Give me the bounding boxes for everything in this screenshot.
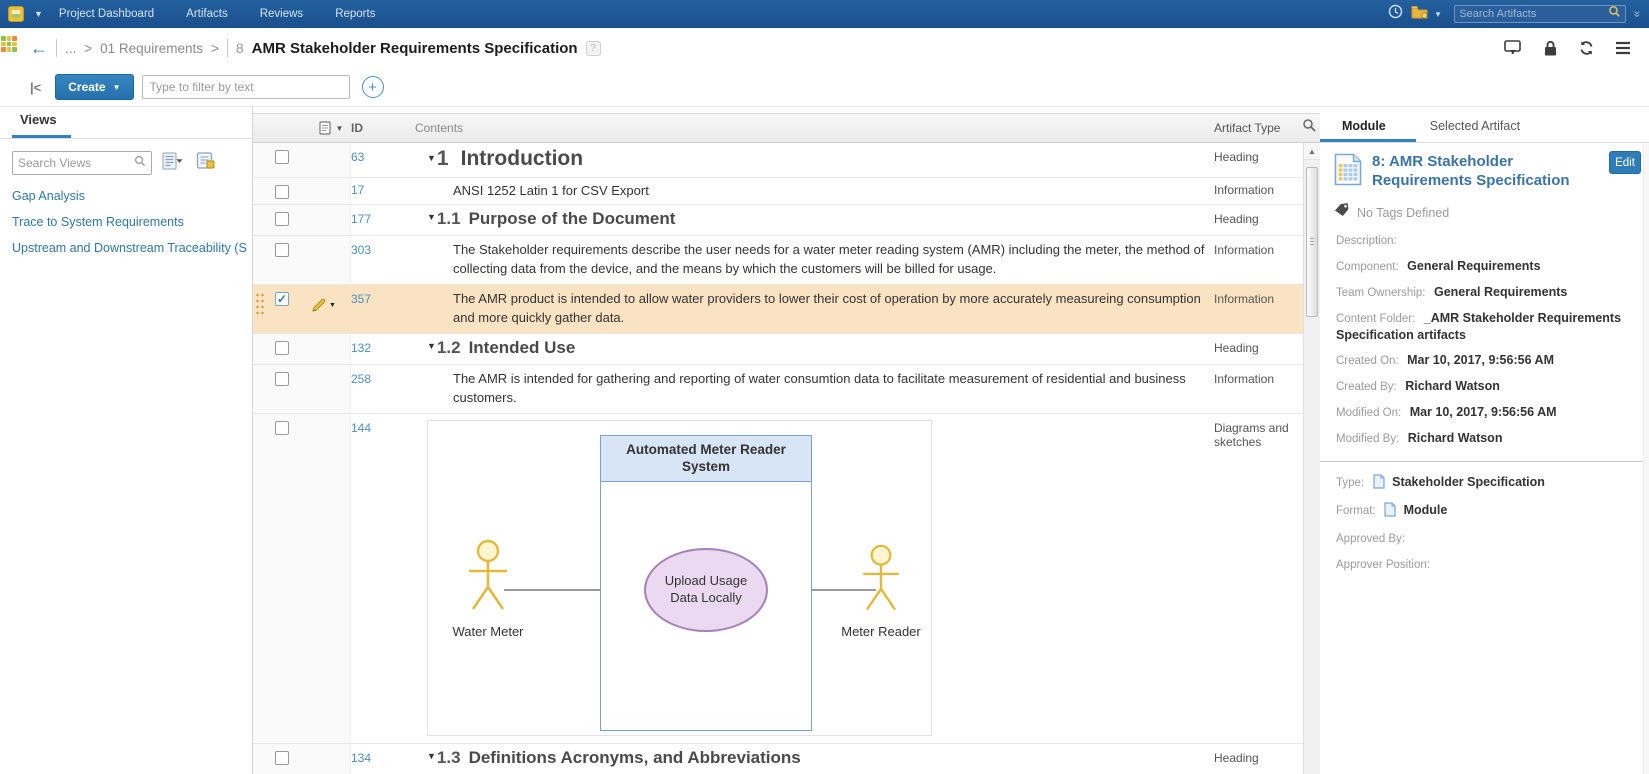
info-content[interactable]: The AMR is intended for gathering and reporting of water consumtion data to facilitate measurement of residential and business customers. bbox=[453, 371, 1186, 405]
collapse-triangle-icon[interactable]: ▼ bbox=[427, 153, 436, 163]
divider bbox=[1320, 461, 1649, 462]
artifact-type-value: Diagrams and sketches bbox=[1214, 421, 1289, 450]
field-team-ownership bbox=[1334, 284, 1635, 301]
heading-content[interactable] bbox=[413, 744, 1214, 773]
field-label: Created By: bbox=[1336, 380, 1397, 393]
document-column-icon bbox=[319, 121, 332, 136]
breadcrumb-bar bbox=[0, 28, 1649, 68]
table-row[interactable] bbox=[253, 178, 1320, 205]
field-approved-by bbox=[1334, 530, 1635, 547]
new-view-icon[interactable] bbox=[196, 151, 216, 175]
edit-button[interactable]: Edit bbox=[1609, 151, 1641, 174]
heading-text: Introduction bbox=[460, 147, 584, 170]
artifact-id-link[interactable]: 258 bbox=[351, 372, 372, 387]
module-icon bbox=[1334, 153, 1362, 191]
contents-column-header[interactable]: Contents bbox=[415, 121, 464, 135]
divider bbox=[56, 39, 57, 57]
artifact-id-link[interactable]: 134 bbox=[351, 751, 372, 766]
hamburger-menu-icon[interactable] bbox=[1615, 41, 1631, 55]
module-action-bar bbox=[0, 68, 1649, 106]
top-nav-left bbox=[8, 6, 397, 22]
info-content[interactable]: The Stakeholder requirements describe the user needs for a water meter reading system (AMR) including the meter, the method of collecting data from the device, and the means by which the customers will be billed for usage. bbox=[453, 242, 1205, 276]
field-modified-by bbox=[1334, 430, 1635, 447]
actor-label: Water Meter bbox=[452, 624, 524, 640]
artifact-id-link[interactable]: 357 bbox=[351, 292, 372, 307]
table-row[interactable] bbox=[253, 205, 1320, 236]
heading-content[interactable] bbox=[413, 143, 1214, 177]
grid-body bbox=[253, 143, 1320, 774]
row-checkbox[interactable] bbox=[275, 751, 289, 765]
nav-item-artifacts[interactable]: Artifacts bbox=[186, 8, 228, 20]
field-format bbox=[1334, 502, 1635, 521]
tab-views[interactable]: Views bbox=[12, 112, 71, 138]
breadcrumb-parent-folder[interactable]: 01 Requirements bbox=[100, 40, 203, 56]
artifact-type-value: Heading bbox=[1214, 212, 1259, 227]
table-row[interactable] bbox=[253, 744, 1320, 774]
field-label: Approved By: bbox=[1336, 533, 1406, 546]
heading-text: Definitions Acronyms, and Abbreviations bbox=[468, 748, 801, 768]
pencil-icon bbox=[311, 298, 326, 313]
table-row[interactable] bbox=[253, 334, 1320, 365]
info-content[interactable]: The AMR product is intended to allow water providers to lower their cost of operation by more accurately measureing consumption and more quickly gather data. bbox=[453, 291, 1201, 325]
artifact-type-value: Information bbox=[1214, 292, 1275, 307]
artifact-id-link[interactable]: 144 bbox=[351, 421, 372, 436]
sidebar-tabs bbox=[0, 107, 252, 139]
field-label: Modified On: bbox=[1336, 406, 1402, 419]
divider bbox=[227, 39, 228, 57]
row-checkbox[interactable] bbox=[275, 243, 289, 257]
table-row[interactable] bbox=[253, 236, 1320, 285]
chevron-down-icon[interactable]: ▼ bbox=[329, 302, 336, 310]
app-logo-icon[interactable] bbox=[8, 6, 24, 22]
views-search-row bbox=[0, 139, 252, 185]
nav-item-project-dashboard[interactable]: Project Dashboard bbox=[58, 8, 155, 20]
module-toolbar-icons bbox=[1504, 40, 1631, 57]
tab-module[interactable]: Module bbox=[1320, 113, 1416, 142]
field-value[interactable]: _AMR Stakeholder Requirements Specification artifacts bbox=[1336, 310, 1622, 342]
history-clock-icon[interactable] bbox=[1388, 4, 1403, 24]
panel-body bbox=[1320, 143, 1649, 573]
field-label: Modified By: bbox=[1336, 432, 1400, 445]
artifact-type-value: Heading bbox=[1214, 150, 1259, 164]
field-label: Team Ownership: bbox=[1336, 286, 1426, 299]
module-title: AMR Stakeholder Requirements Specification bbox=[251, 39, 578, 57]
heading-text: Intended Use bbox=[468, 338, 576, 358]
row-checkbox-checked[interactable] bbox=[275, 292, 289, 306]
collapse-triangle-icon[interactable]: ▼ bbox=[427, 341, 436, 352]
grid-header-row bbox=[253, 113, 1320, 143]
panel-scrollbar[interactable] bbox=[1643, 143, 1649, 774]
mini-dashboard-icon[interactable] bbox=[1, 36, 17, 52]
create-button[interactable] bbox=[55, 74, 133, 100]
field-label: Component: bbox=[1336, 260, 1399, 273]
module-number: 8 bbox=[235, 40, 244, 56]
field-approver-position bbox=[1334, 556, 1635, 573]
breadcrumb bbox=[30, 39, 601, 57]
field-type bbox=[1334, 474, 1635, 493]
field-label: Approver Position: bbox=[1336, 559, 1430, 572]
artifact-search-box bbox=[1454, 5, 1626, 23]
edit-artifact-control[interactable] bbox=[311, 292, 336, 313]
chevron-down-icon: ▼ bbox=[335, 123, 344, 133]
heading-content[interactable] bbox=[413, 205, 1214, 234]
artifact-type-doc-icon bbox=[1373, 474, 1385, 493]
view-link-upstream-downstream-traceability[interactable]: Upstream and Downstream Traceability (S bbox=[12, 241, 247, 255]
collapse-triangle-icon[interactable]: ▼ bbox=[427, 212, 436, 223]
row-checkbox[interactable] bbox=[275, 421, 289, 435]
heading-number: 1.1 bbox=[436, 209, 461, 229]
artifact-grid bbox=[253, 106, 1320, 774]
actor-label: Meter Reader bbox=[841, 624, 921, 640]
field-value: Mar 10, 2017, 9:56:56 AM bbox=[1407, 353, 1554, 367]
tab-selected-artifact[interactable]: Selected Artifact bbox=[1429, 119, 1521, 133]
artifact-type-value: Heading bbox=[1214, 751, 1259, 766]
artifact-type-value: Information bbox=[1214, 372, 1275, 387]
field-description bbox=[1334, 232, 1635, 249]
search-artifacts-input[interactable] bbox=[1459, 8, 1608, 20]
views-list bbox=[0, 185, 252, 255]
table-row-diagram[interactable] bbox=[253, 414, 1320, 744]
actor-water-meter bbox=[443, 539, 533, 639]
field-value: Richard Watson bbox=[1405, 378, 1500, 393]
artifact-type-column-header[interactable]: Artifact Type bbox=[1214, 121, 1281, 135]
field-label: Format: bbox=[1336, 505, 1376, 517]
module-info-panel bbox=[1320, 106, 1649, 774]
artifact-id-link[interactable]: 132 bbox=[351, 341, 372, 356]
tags-status: No Tags Defined bbox=[1357, 205, 1450, 220]
heading-content[interactable] bbox=[413, 334, 1214, 363]
scroll-up-arrow[interactable]: ▲ bbox=[1304, 143, 1320, 160]
field-value: Richard Watson bbox=[1407, 430, 1503, 445]
heading-number: 1.2 bbox=[436, 338, 461, 358]
views-sidebar bbox=[0, 106, 253, 774]
stick-figure-icon bbox=[443, 539, 533, 617]
row-checkbox[interactable] bbox=[275, 372, 289, 386]
table-row-selected[interactable] bbox=[253, 285, 1320, 334]
row-checkbox[interactable] bbox=[275, 185, 289, 199]
create-button-label: Create bbox=[68, 80, 106, 94]
tag-icon bbox=[1334, 203, 1350, 222]
view-link-gap-analysis[interactable]: Gap Analysis bbox=[12, 189, 85, 203]
lock-icon[interactable] bbox=[1543, 40, 1558, 57]
field-created-on bbox=[1334, 352, 1635, 369]
field-created-by bbox=[1334, 378, 1635, 395]
views-search-box bbox=[12, 151, 152, 175]
stick-figure-icon bbox=[836, 544, 926, 617]
folder-icon[interactable] bbox=[1411, 5, 1428, 24]
row-checkbox[interactable] bbox=[275, 341, 289, 355]
system-box-title: Automated Meter Reader System bbox=[601, 436, 811, 482]
top-nav-bar bbox=[0, 0, 1649, 28]
drag-handle[interactable] bbox=[255, 292, 265, 318]
folder-chevron-down-icon[interactable]: ▾ bbox=[1435, 8, 1441, 19]
field-label: Type: bbox=[1336, 476, 1365, 489]
view-options-icon[interactable] bbox=[162, 152, 186, 175]
field-value: General Requirements bbox=[1407, 258, 1541, 273]
chevron-down-icon: ▼ bbox=[112, 82, 121, 92]
breadcrumb-separator: > bbox=[84, 40, 93, 56]
breadcrumb-ellipsis[interactable]: ... bbox=[65, 40, 77, 56]
row-actions-column-header[interactable] bbox=[311, 121, 351, 136]
row-checkbox[interactable] bbox=[275, 212, 289, 226]
info-content[interactable]: ANSI 1252 Latin 1 for CSV Export bbox=[453, 183, 649, 198]
view-link-trace-to-system-requirements[interactable]: Trace to System Requirements bbox=[12, 215, 184, 229]
field-value: Module bbox=[1403, 503, 1448, 517]
nav-item-reviews[interactable]: Reviews bbox=[259, 8, 304, 20]
panel-tabs bbox=[1320, 113, 1649, 143]
main-content bbox=[0, 106, 1649, 774]
nav-overflow-chevrons-icon[interactable]: » bbox=[1630, 10, 1645, 18]
present-screen-icon[interactable] bbox=[1504, 40, 1523, 56]
table-row[interactable] bbox=[253, 143, 1320, 178]
module-title-link[interactable]: 8: AMR Stakeholder Requirements Specification bbox=[1372, 153, 1570, 189]
grid-scrollbar[interactable] bbox=[1303, 143, 1320, 774]
filter-text-input[interactable] bbox=[142, 75, 350, 99]
artifact-type-value: Information bbox=[1214, 183, 1275, 197]
field-label: Created On: bbox=[1336, 355, 1399, 367]
field-content-folder bbox=[1334, 310, 1635, 343]
actor-meter-reader bbox=[836, 544, 926, 639]
refresh-icon[interactable] bbox=[1578, 40, 1595, 56]
app-menu-chevron-down-icon[interactable]: ▼ bbox=[34, 9, 43, 19]
field-label: Content Folder: bbox=[1336, 312, 1416, 325]
field-modified-on bbox=[1334, 404, 1635, 421]
artifact-id-link[interactable]: 303 bbox=[351, 243, 372, 258]
nav-item-reports[interactable]: Reports bbox=[335, 8, 376, 20]
search-icon[interactable] bbox=[134, 154, 146, 172]
search-icon[interactable] bbox=[1608, 5, 1621, 23]
help-icon[interactable]: ? bbox=[586, 41, 601, 56]
field-component bbox=[1334, 258, 1635, 275]
breadcrumb-separator: > bbox=[210, 40, 219, 56]
field-label: Description: bbox=[1336, 235, 1397, 247]
collapse-triangle-icon[interactable]: ▼ bbox=[427, 751, 436, 762]
use-case-ellipse: Upload Usage Data Locally bbox=[644, 548, 768, 632]
artifact-type-value: Heading bbox=[1214, 341, 1259, 356]
top-nav-right bbox=[1388, 4, 1645, 24]
artifact-id-link[interactable]: 17 bbox=[351, 183, 365, 197]
search-views-input[interactable] bbox=[18, 156, 134, 170]
artifact-id-link[interactable]: 177 bbox=[351, 212, 372, 227]
id-column-header[interactable]: ID bbox=[351, 121, 363, 135]
format-doc-icon bbox=[1384, 502, 1396, 521]
heading-number: 1.3 bbox=[436, 748, 461, 768]
column-search-icon[interactable] bbox=[1302, 118, 1320, 138]
add-filter-button[interactable]: + bbox=[362, 76, 384, 98]
field-value: Stakeholder Specification bbox=[1392, 474, 1545, 489]
use-case-diagram[interactable] bbox=[427, 420, 932, 736]
artifact-type-value: Information bbox=[1214, 243, 1275, 258]
scrollbar-thumb[interactable] bbox=[1306, 167, 1318, 317]
field-value: General Requirements bbox=[1433, 284, 1568, 299]
artifact-id-link[interactable]: 63 bbox=[351, 150, 365, 164]
collapse-sidebar-icon[interactable]: |< bbox=[30, 79, 42, 95]
heading-text: Purpose of the Document bbox=[468, 209, 676, 229]
field-value: Mar 10, 2017, 9:56:56 AM bbox=[1409, 404, 1557, 419]
table-row[interactable] bbox=[253, 365, 1320, 414]
heading-number: 1 bbox=[436, 147, 449, 170]
back-arrow-icon[interactable]: ← bbox=[30, 38, 48, 58]
row-checkbox[interactable] bbox=[275, 150, 289, 164]
